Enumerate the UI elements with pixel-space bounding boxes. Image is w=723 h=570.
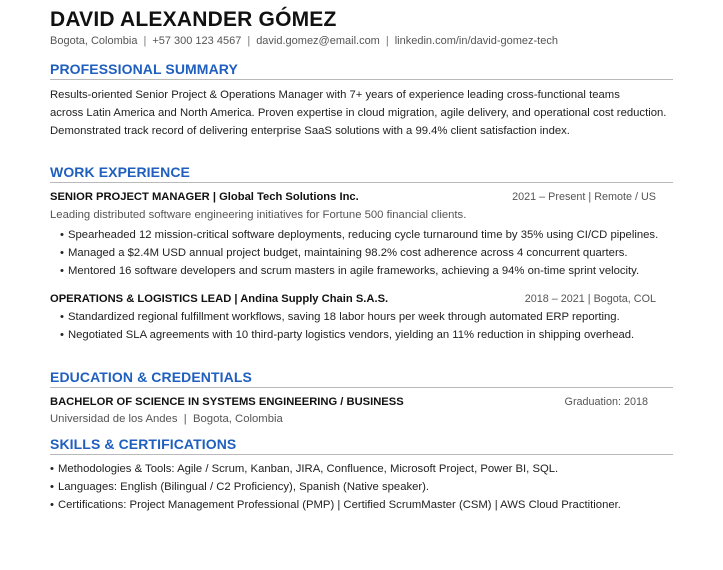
job-dates-location: 2018 – 2021 | Bogota, COL <box>524 293 656 305</box>
job-title: OPERATIONS & LOGISTICS LEAD | Andina Supply Chain S.A.S. <box>50 293 389 305</box>
section-title-education: EDUCATION & CREDENTIALS <box>50 369 673 388</box>
contact-linkedin[interactable]: linkedin.com/in/david-gomez-tech <box>394 35 558 47</box>
job-dates-location: 2021 – Present | Remote / US <box>512 191 656 203</box>
list-item: • Spearheaded 12 mission-critical software deployments, reducing cycle turnaround time by 35% using CI/CD pipelines. <box>60 226 658 244</box>
contact-separator: | <box>143 35 147 47</box>
summary-line: across Latin America and North America. Proven expertise in cloud migration, agile delivery, and operational cost reduction. <box>50 107 667 119</box>
section-title-summary: PROFESSIONAL SUMMARY <box>50 61 673 80</box>
summary-paragraph <box>50 86 666 140</box>
summary-line: Demonstrated track record of delivering enterprise SaaS solutions with a 99.4% client satisfaction index. <box>50 125 570 137</box>
job-header <box>50 293 656 305</box>
list-item: • Certifications: Project Management Professional (PMP) | Certified ScrumMaster (CSM) | AWS Cloud Practitioner. <box>50 496 621 514</box>
list-item: • Standardized regional fulfillment workflows, saving 18 labor hours per week through automated ERP reporting. <box>60 308 634 326</box>
list-item: • Methodologies & Tools: Agile / Scrum, Kanban, JIRA, Confluence, Microsoft Project, Power BI, SQL. <box>50 460 621 478</box>
job-description: Leading distributed software engineering initiatives for Fortune 500 financial clients. <box>50 209 467 221</box>
list-item: • Languages: English (Bilingual / C2 Proficiency), Spanish (Native speaker). <box>50 478 621 496</box>
list-item: • Managed a $2.4M USD annual project budget, maintaining 98.2% cost adherence across 4 concurrent quarters. <box>60 244 658 262</box>
contact-email[interactable]: david.gomez@email.com <box>256 35 380 47</box>
contact-location: Bogota, Colombia <box>50 35 138 47</box>
job-bullets <box>60 226 658 280</box>
section-title-experience: WORK EXPERIENCE <box>50 164 673 183</box>
contact-line <box>50 35 558 47</box>
job-bullets <box>60 308 634 344</box>
section-title-skills: SKILLS & CERTIFICATIONS <box>50 436 673 455</box>
job-title: SENIOR PROJECT MANAGER | Global Tech Solutions Inc. <box>50 191 359 203</box>
graduation-date: Graduation: 2018 <box>564 396 648 408</box>
contact-separator: | <box>385 35 389 47</box>
list-item: • Mentored 16 software developers and scrum masters in agile frameworks, achieving a 94% on-time sprint velocity. <box>60 262 658 280</box>
candidate-name: DAVID ALEXANDER GÓMEZ <box>50 8 337 31</box>
contact-phone: +57 300 123 4567 <box>152 35 242 47</box>
skills-list <box>50 460 621 514</box>
school-name: Universidad de los Andes | Bogota, Colombia <box>50 413 283 425</box>
list-item: • Negotiated SLA agreements with 10 third-party logistics vendors, yielding an 11% reduction in shipping overhead. <box>60 326 634 344</box>
education-header <box>50 396 648 408</box>
summary-line: Results-oriented Senior Project & Operations Manager with 7+ years of experience leading cross-functional teams <box>50 89 620 101</box>
degree-title: BACHELOR OF SCIENCE IN SYSTEMS ENGINEERING / BUSINESS <box>50 396 404 408</box>
job-header <box>50 191 656 203</box>
contact-separator: | <box>247 35 251 47</box>
